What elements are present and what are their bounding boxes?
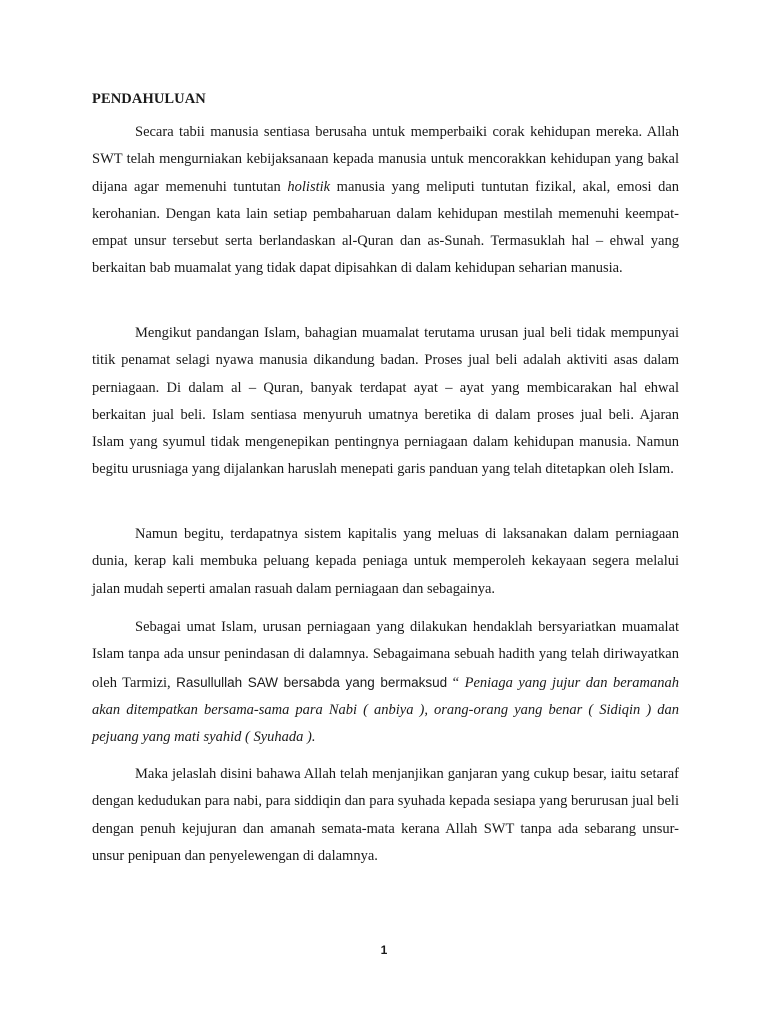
paragraph-2: Mengikut pandangan Islam, bahagian muamalat terutama urusan jual beli tidak mempunyai titik penamat selagi nyawa manusia dikandung badan. Proses jual beli adalah aktiviti asas dalam perniagaan. Di dalam al – Quran, banyak terdapat ayat – ayat yang membicarakan hal ehwal berkaitan jual beli. Islam sentiasa menyuruh umatnya beretika di dalam proses jual beli. Ajaran Islam yang syumul tidak mengenepikan pentingnya perniagaan dalam kehidupan manusia. Namun begitu urusniaga yang dijalankan haruslah menepati garis panduan yang telah ditetapkan oleh Islam.: [92, 325, 679, 478]
paragraph-4-hadith-quote: Peniaga yang jujur dan beramanah akan ditempatkan bersama-sama para Nabi ( anbiya ), orang-orang yang benar ( Sidiqin ) dan pejuang yang mati syahid ( Syuhada ).: [92, 674, 679, 746]
document-heading: PENDAHULUAN: [92, 91, 206, 107]
paragraph-1: [92, 119, 679, 283]
paragraph-5: Maka jelaslah disini bahawa Allah telah menjanjikan ganjaran yang cukup besar, iaitu setaraf dengan kedudukan para nabi, para siddiqin dan para syuhada kepada sesiapa yang berurusan jual beli dengan penuh kejujuran dan amanah semata-mata kerana Allah SWT tanpa ada sebarang unsur-unsur penipuan dan penyelewengan di dalamnya.: [92, 766, 679, 864]
page-number: 1: [380, 943, 388, 957]
paragraph-3: Namun begitu, terdapatnya sistem kapitalis yang meluas di laksanakan dalam perniagaan dunia, kerap kali membuka peluang kepada peniaga untuk memperoleh kekayaan segera melalui jalan mudah seperti amalan rasuah dalam perniagaan dan sebagainya.: [92, 526, 679, 597]
paragraph-1-text-a: Secara tabii manusia sentiasa berusaha untuk memperbaiki corak kehidupan mereka. Allah SWT telah mengurniakan kebijaksanaan kepada manusia untuk mencorakkan kehidupan yang bakal dijana agar memenuhi tuntutan: [92, 124, 679, 195]
paragraph-1-text-c: manusia yang meliputi tuntutan fizikal, akal, emosi dan kerohanian. Dengan kata lain setiap pembaharuan dalam kehidupan mestilah memenuhi keempat-empat unsur tersebut serta berlandaskan al-Quran dan as-Sunah. Termasuklah hal – ehwal yang berkaitan bab muamalat yang tidak dapat dipisahkan di dalam kehidupan seharian manusia.: [92, 178, 680, 277]
paragraph-1-italic-term: holistik: [287, 178, 331, 195]
paragraph-4-text-a: Sebagai umat Islam, urusan perniagaan yang dilakukan hendaklah bersyariatkan muamalat Islam tanpa ada unsur penindasan di dalamnya. Sebagaimana sebuah hadith yang telah diriwayatkan oleh Tarmizi,: [92, 619, 679, 691]
paragraph-4: [92, 614, 679, 751]
paragraph-4-open-quote: “: [447, 674, 465, 691]
paragraph-4-hadith-intro: Rasullullah SAW bersabda yang bermaksud: [176, 674, 448, 690]
